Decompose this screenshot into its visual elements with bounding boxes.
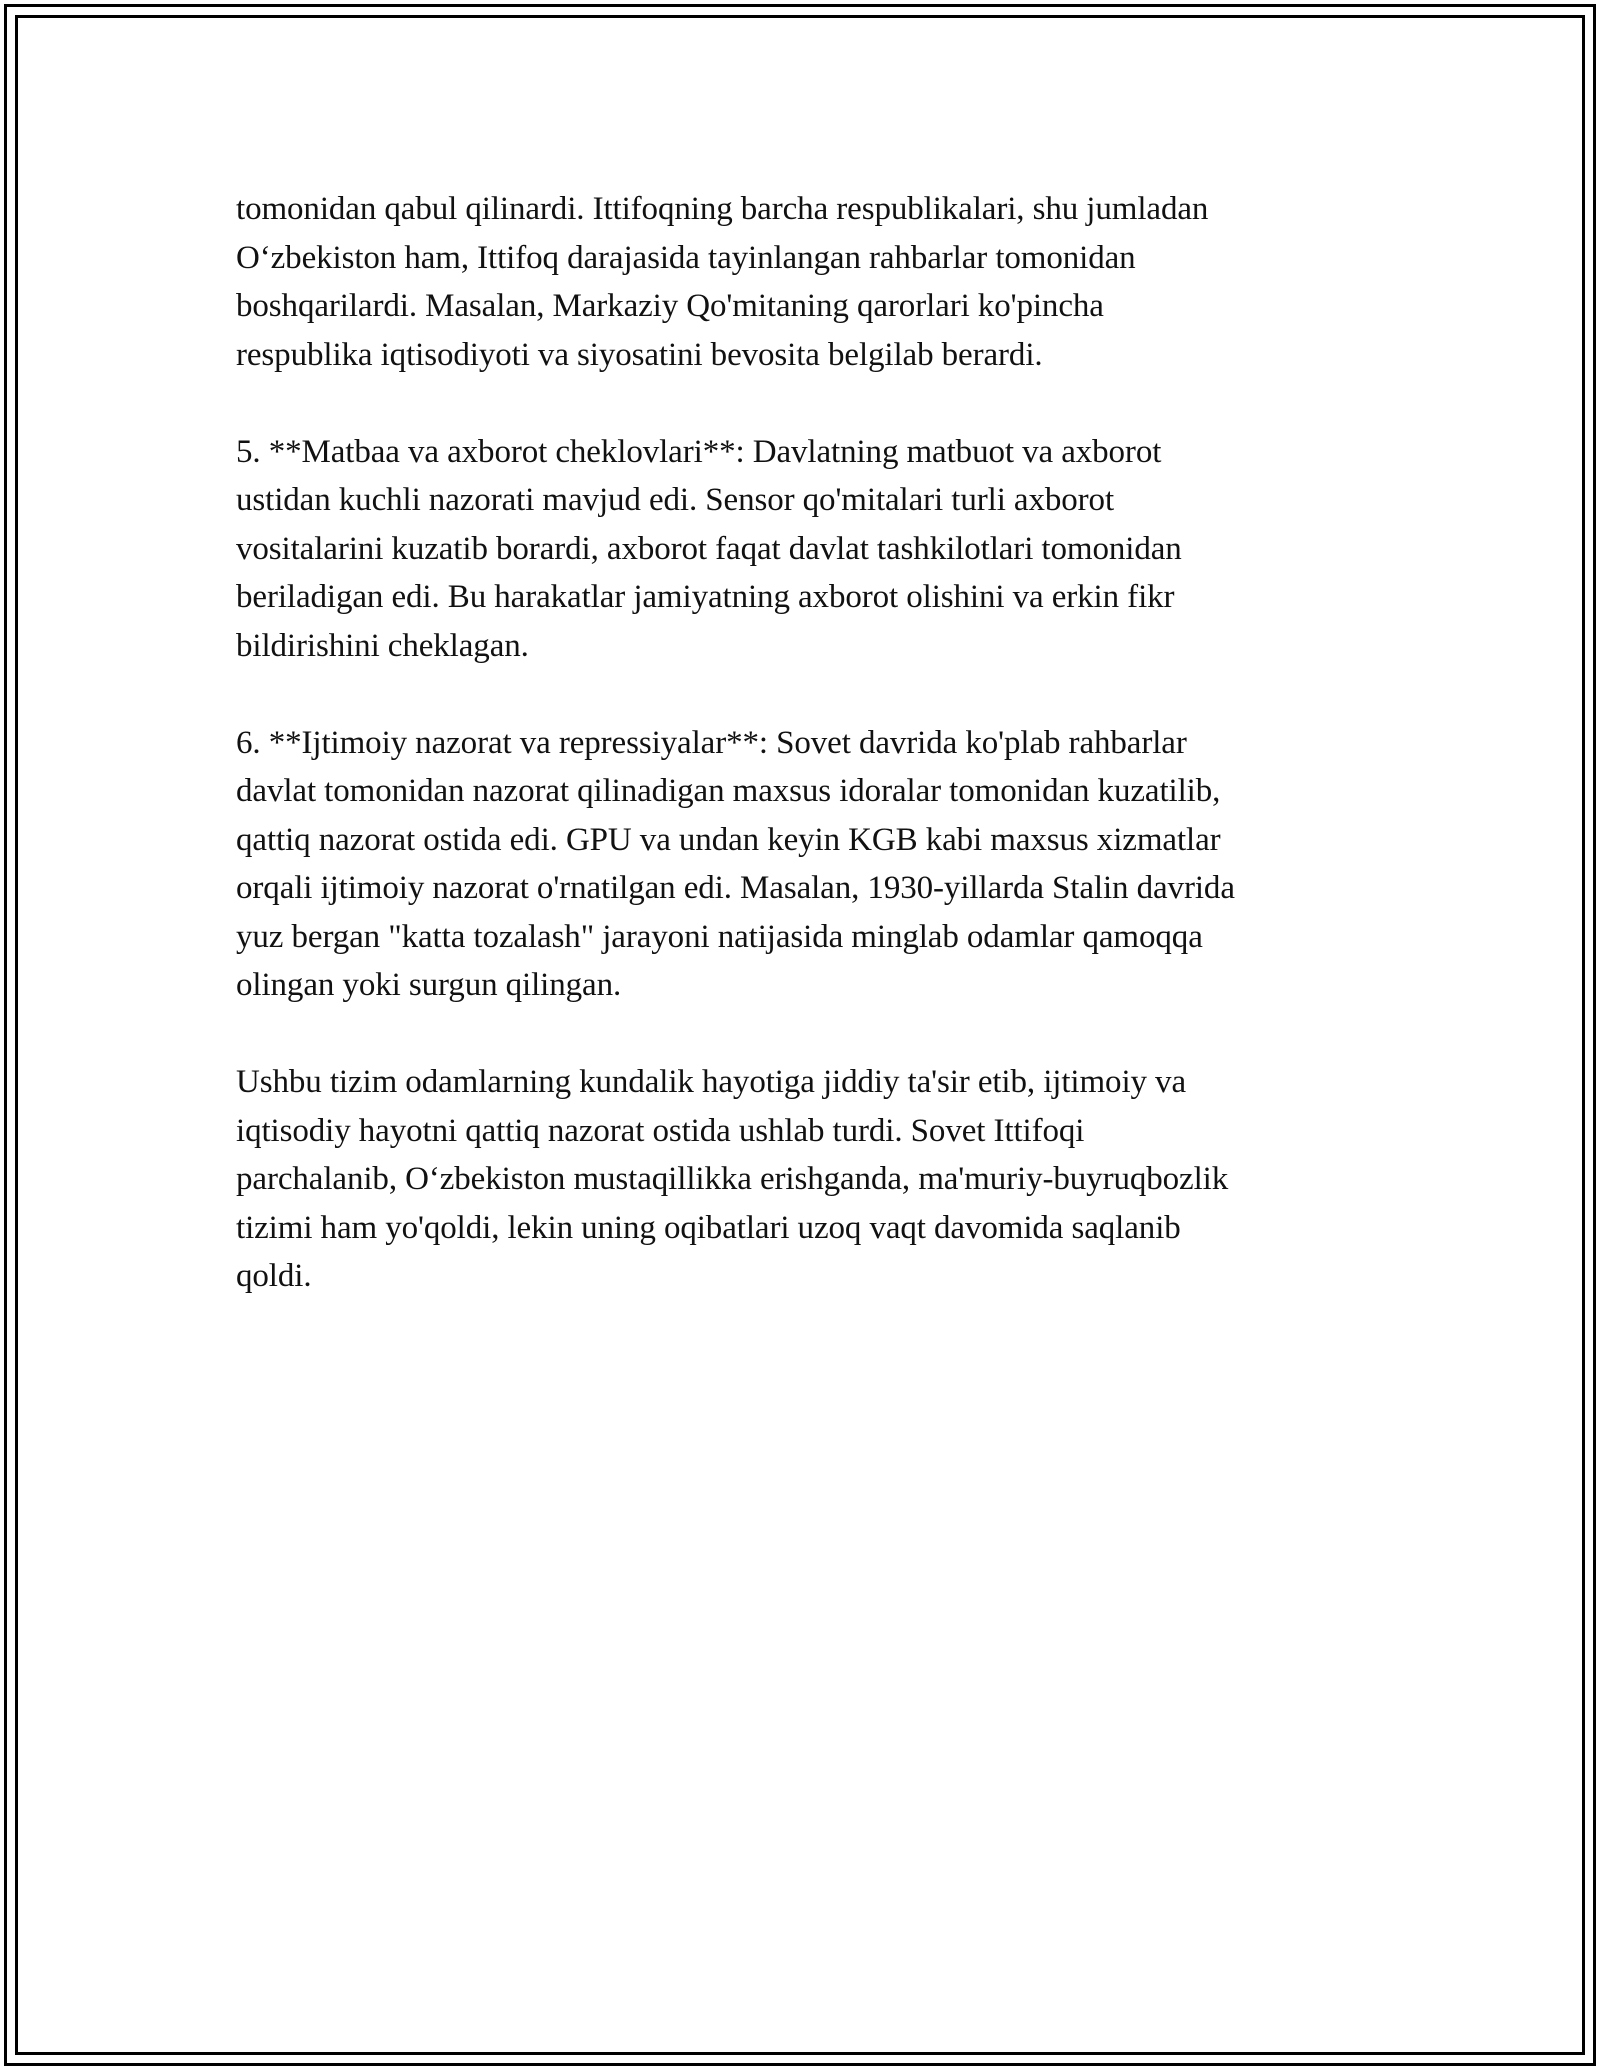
paragraph-item-5-press-restrictions: 5. **Matbaa va axborot cheklovlari**: Davlatning matbuot va axborot ustidan kuchli nazorati mavjud edi. Sensor qo'mitalari turli axborot vositalarini kuzatib borardi, axborot faqat davlat tashkilotlari tomonidan beriladigan edi. Bu harakatlar jamiyatning axborot olishini va erkin fikr bildirishini cheklagan.: [236, 433, 1182, 664]
paragraph-item-6-social-control: 6. **Ijtimoiy nazorat va repressiyalar**: Sovet davrida ko'plab rahbarlar davlat tomonidan nazorat qilinadigan maxsus idoralar tomonidan kuzatilib, qattiq nazorat ostida edi. GPU va undan keyin KGB kabi maxsus xizmatlar orqali ijtimoiy nazorat o'rnatilgan edi. Masalan, 1930-yillarda Stalin davrida yuz bergan "katta tozalash" jarayoni natijasida minglab odamlar qamoqqa olingan yoki surgun qilingan.: [236, 724, 1235, 1003]
paragraph-conclusion: Ushbu tizim odamlarning kundalik hayotiga jiddiy ta'sir etib, ijtimoiy va iqtisodiy hayotni qattiq nazorat ostida ushlab turdi. Sovet Ittifoqi parchalanib, O‘zbekiston mustaqillikka erishganda, ma'muriy-buyruqbozlik tizimi ham yo'qoldi, lekin uning oqibatlari uzoq vaqt davomida saqlanib qoldi.: [236, 1064, 1229, 1294]
paragraph-continuation: tomonidan qabul qilinardi. Ittifoqning barcha respublikalari, shu jumladan O‘zbekiston ham, Ittifoq darajasida tayinlangan rahbarlar tomonidan boshqarilardi. Masalan, Markaziy Qo'mitaning qarorlari ko'pincha respublika iqtisodiyoti va siyosatini bevosita belgilab berardi.: [236, 191, 1209, 373]
document-body: [236, 185, 1366, 1349]
